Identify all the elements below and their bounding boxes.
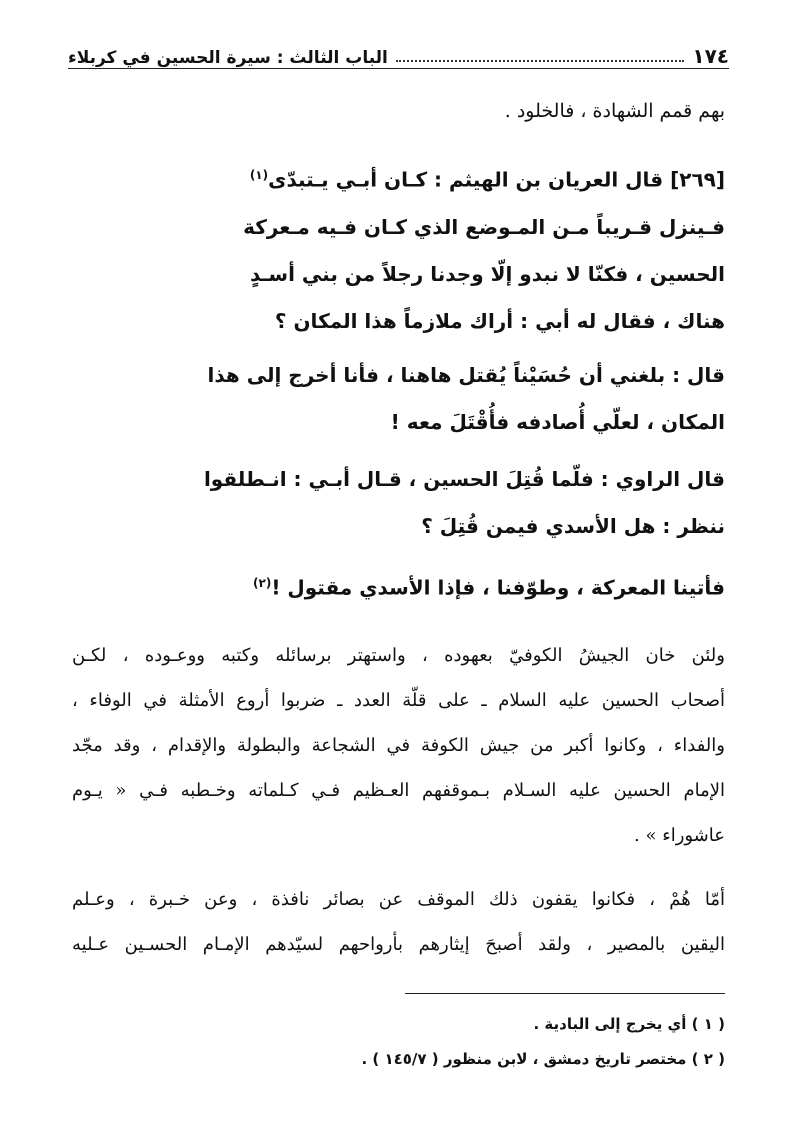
body-line: عاشوراء » . <box>634 825 725 846</box>
narration-line: فـينزل قـريباً مـن المـوضع الذي كـان فـيه مـعركة <box>243 214 725 239</box>
narration-line: قال الراوي : فلّما قُتِلَ الحسين ، قـال أبـي : انـطلقوا <box>203 467 725 491</box>
footnote-1: ( ١ ) أي يخرج إلى البادية . <box>533 1015 725 1033</box>
body-line: والفداء ، وكانوا أكبر من جيش الكوفة في الشجاعة والبطولة والإقدام ، وقد مجّد <box>72 735 725 756</box>
narration-line: الحسين ، فكنّا لا نبدو إلّا وجدنا رجلاً من بني أسـدٍ <box>250 261 725 286</box>
footnote-ref-2[interactable]: (٢) <box>253 576 272 590</box>
body-paragraph-2 <box>72 877 725 967</box>
page-number: ١٧٤ <box>692 44 729 68</box>
narration-line: المكان ، لعلّي أُصادفه فأُقْتَلَ معه ! <box>390 410 725 434</box>
footnote-separator <box>405 993 725 994</box>
narration-line: ننظر : هل الأسدي فيمن قُتِلَ ؟ <box>421 514 725 538</box>
narration-line: [٢٦٩] قال العريان بن الهيثم : كـان أبـي يـتبدّى$^{(١)}$ <box>249 167 725 192</box>
opening-line: بهم قمم الشهادة ، فالخلود . <box>504 100 725 122</box>
narration-paragraph-1 <box>243 152 725 345</box>
running-header <box>68 28 729 68</box>
narration-paragraph-4 <box>253 560 725 612</box>
body-paragraph-1 <box>72 633 725 858</box>
body-line: أصحاب الحسين عليه السلام ـ على قلّة العدد ـ ضربوا أروع الأمثلة في الوفاء ، <box>72 690 725 711</box>
running-title: الباب الثالث : سيرة الحسين في كربلاء <box>68 48 388 68</box>
narration-paragraph-2 <box>207 352 725 446</box>
footnote-ref-1[interactable]: (١) <box>249 168 269 182</box>
body-line: اليقين بالمصير ، ولقد أصبحَ إيثارهم بأرواحهم لسيّدهم الإمـام الحسـين عـليه <box>72 934 725 955</box>
footnote-2: ( ٢ ) مختصر تاريخ دمشق ، لابن منظور ( ١٤٥/٧ ) . <box>361 1050 725 1068</box>
body-line: ولئن خان الجيشُ الكوفيّ بعهوده ، واستهتر برسائله وكتبه ووعـوده ، لكـن <box>72 645 725 666</box>
narration-line: فأتينا المعركة ، وطوّفنا ، فإذا الأسدي مقتول !$^{(٢)}$ <box>253 575 725 600</box>
narration-line: هناك ، فقال له أبي : أراك ملازماً هذا المكان ؟ <box>274 308 725 333</box>
body-line: الإمام الحسين عليه السـلام بـموقفهم العـظيم فـي كـلماته وخـطبه فـي « يـوم <box>72 780 725 801</box>
header-rule <box>68 68 729 69</box>
body-line: أمّا هُمْ ، فكانوا يقفون ذلك الموقف عن بصائر نافذة ، وعن خـبرة ، وعـلم <box>72 889 725 910</box>
narration-line: قال : بلغني أن حُسَيْناً يُقتل هاهنا ، فأنا أخرج إلى هذا <box>207 363 725 387</box>
header-leader-dots <box>396 59 684 62</box>
narration-paragraph-3 <box>203 456 725 550</box>
